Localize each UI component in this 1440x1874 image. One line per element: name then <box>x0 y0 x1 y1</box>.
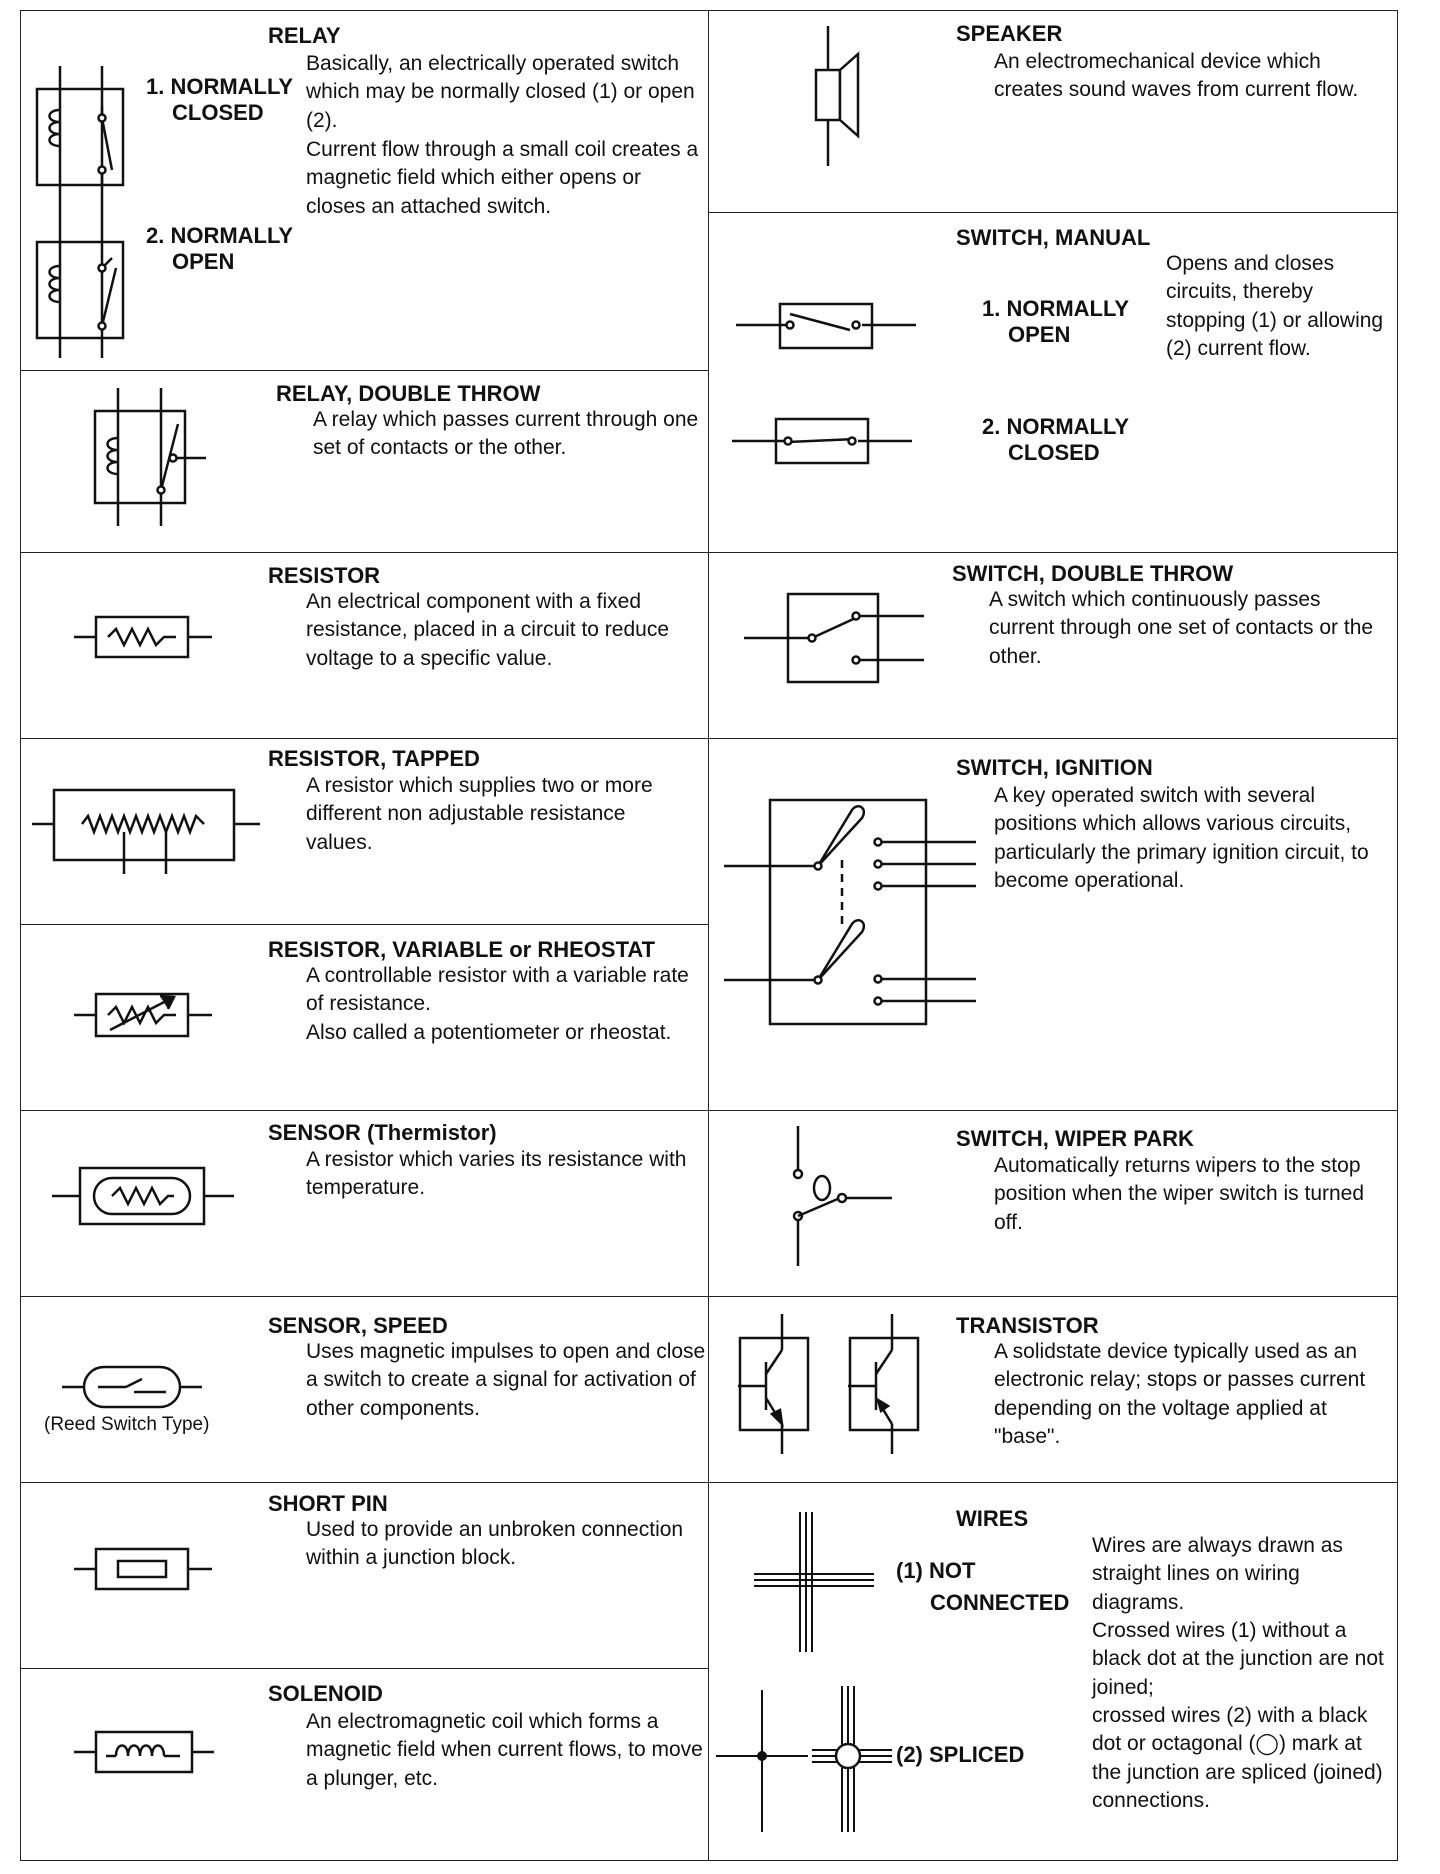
relay-no-label-line2: OPEN <box>172 249 235 274</box>
switch-no-label-line2: OPEN <box>1008 322 1071 347</box>
relay-title: RELAY <box>268 23 341 48</box>
wires-not-connected-label-line1: (1) NOT <box>896 1558 976 1583</box>
transistor-description: A solidstate device typically used as an electronic relay; stops or passes current depending on the voltage applied at "base". <box>994 1340 1366 1448</box>
thermistor-icon <box>52 1164 234 1228</box>
wires-not-connected-label-line2: CONNECTED <box>930 1590 1070 1615</box>
switch-double-throw-description: A switch which continuously passes current through one set of contacts or the other. <box>989 588 1374 668</box>
resistor-variable-description: A controllable resistor with a variable rate of resistance. <box>306 964 689 1016</box>
resistor-title: RESISTOR <box>268 563 381 588</box>
sensor-speed-title: SENSOR, SPEED <box>268 1313 448 1338</box>
switch-wiper-park-title: SWITCH, WIPER PARK <box>956 1126 1194 1151</box>
wires-description-3: crossed wires (2) with a black dot or octagonal (◯) mark at the junction are spliced (joined) connections. <box>1092 1704 1383 1812</box>
switch-normally-closed-icon <box>732 416 912 466</box>
row-divider <box>20 1296 708 1297</box>
row-divider <box>20 1482 708 1483</box>
switch-double-throw-title: SWITCH, DOUBLE THROW <box>952 561 1234 586</box>
row-divider <box>708 738 1398 739</box>
row-divider <box>708 552 1398 553</box>
switch-no-label-line1: 1. NORMALLY <box>982 296 1130 321</box>
sensor-thermistor-title: SENSOR (Thermistor) <box>268 1120 497 1145</box>
switch-manual-description: Opens and closes circuits, thereby stopping (1) or allowing (2) current flow. <box>1166 252 1384 360</box>
resistor-tapped-icon <box>32 784 260 874</box>
sensor-thermistor-description: A resistor which varies its resistance with temperature. <box>306 1148 687 1200</box>
wires-description: Wires are always drawn as straight lines on wiring diagrams. <box>1092 1534 1343 1614</box>
resistor-variable-title: RESISTOR, VARIABLE or RHEOSTAT <box>268 937 656 962</box>
switch-manual-title: SWITCH, MANUAL <box>956 225 1151 250</box>
speaker-icon <box>806 26 868 166</box>
wires-title: WIRES <box>956 1506 1029 1531</box>
resistor-icon <box>74 614 212 660</box>
switch-nc-label-line1: 2. NORMALLY <box>982 414 1130 439</box>
relay-double-throw-icon <box>88 388 212 526</box>
relay-nc-label-line1: 1. NORMALLY <box>146 74 294 99</box>
wires-spliced-icon <box>716 1686 892 1832</box>
switch-normally-open-icon <box>736 300 916 350</box>
switch-wiper-park-description: Automatically returns wipers to the stop position when the wiper switch is turned off. <box>994 1154 1365 1234</box>
ignition-switch-icon <box>724 796 976 1028</box>
switch-double-throw-icon <box>744 590 924 686</box>
solenoid-description: An electromagnetic coil which forms a magnetic field when current flows, to move a plunger, etc. <box>306 1710 703 1790</box>
row-divider <box>20 552 708 553</box>
row-divider <box>20 1110 708 1111</box>
solenoid-title: SOLENOID <box>268 1681 383 1706</box>
row-divider <box>20 738 708 739</box>
reed-switch-icon <box>62 1362 202 1412</box>
relay-double-throw-description: A relay which passes current through one set of contacts or the other. <box>313 408 699 460</box>
row-divider <box>20 1668 708 1669</box>
rheostat-icon <box>74 986 212 1044</box>
row-divider <box>708 212 1398 213</box>
row-divider <box>20 370 708 371</box>
row-divider <box>20 924 708 925</box>
row-divider <box>708 1296 1398 1297</box>
solenoid-coil-icon <box>74 1730 214 1774</box>
relay-normally-closed-icon <box>30 66 140 216</box>
resistor-description: An electrical component with a fixed resistance, placed in a circuit to reduce voltage to a specific value. <box>306 590 670 670</box>
relay-normally-open-icon <box>30 216 140 358</box>
switch-nc-label-line2: CLOSED <box>1008 440 1100 465</box>
short-pin-icon <box>74 1546 212 1592</box>
reed-switch-caption: (Reed Switch Type) <box>44 1414 210 1435</box>
relay-double-throw-title: RELAY, DOUBLE THROW <box>276 381 541 406</box>
row-divider <box>708 1482 1398 1483</box>
resistor-tapped-description: A resistor which supplies two or more different non adjustable resistance values. <box>306 774 653 854</box>
resistor-tapped-title: RESISTOR, TAPPED <box>268 746 480 771</box>
speaker-description: An electromechanical device which creates sound waves from current flow. <box>994 50 1359 102</box>
relay-description-2: Current flow through a small coil creates a magnetic field which either opens or closes an attached switch. <box>306 138 699 218</box>
relay-no-label-line1: 2. NORMALLY <box>146 223 294 248</box>
transistor-pnp-icon <box>848 1314 936 1454</box>
resistor-variable-description-2: Also called a potentiometer or rheostat. <box>306 1021 672 1044</box>
sensor-speed-description: Uses magnetic impulses to open and close a switch to create a signal for activation of other components. <box>306 1340 706 1420</box>
short-pin-description: Used to provide an unbroken connection within a junction block. <box>306 1518 684 1570</box>
switch-ignition-description: A key operated switch with several positions which allows various circuits, particularly the primary ignition circuit, to become operational. <box>994 784 1369 892</box>
relay-description: Basically, an electrically operated switch which may be normally closed (1) or open (2). <box>306 52 695 132</box>
wires-description-2: Crossed wires (1) without a black dot at the junction are not joined; <box>1092 1619 1384 1699</box>
transistor-npn-icon <box>738 1314 826 1454</box>
short-pin-title: SHORT PIN <box>268 1491 388 1516</box>
relay-nc-label-line2: CLOSED <box>172 100 264 125</box>
wiper-park-switch-icon <box>780 1126 892 1266</box>
transistor-title: TRANSISTOR <box>956 1313 1099 1338</box>
wires-not-connected-icon <box>754 1512 874 1652</box>
switch-ignition-title: SWITCH, IGNITION <box>956 755 1153 780</box>
wires-spliced-label: (2) SPLICED <box>896 1742 1025 1767</box>
row-divider <box>708 1110 1398 1111</box>
speaker-title: SPEAKER <box>956 21 1063 46</box>
column-divider <box>708 10 709 1861</box>
